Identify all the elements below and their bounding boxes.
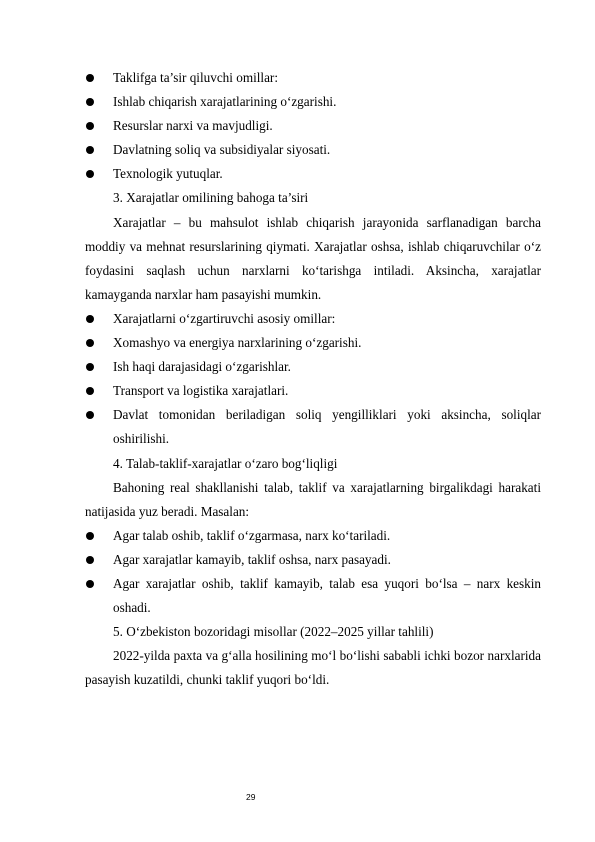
bullet-icon [86, 580, 94, 588]
bullet-icon [86, 532, 94, 540]
bullet-icon [86, 170, 94, 178]
list-item: Texnologik yutuqlar. [85, 162, 541, 186]
section-heading: 5. O‘zbekiston bozoridagi misollar (2022–2025 yillar tahlili) [113, 624, 434, 640]
bullet-icon [86, 122, 94, 130]
bullet-icon [86, 411, 94, 419]
list-item: Xomashyo va energiya narxlarining o‘zgarishi. [85, 331, 541, 355]
bullet-icon [86, 556, 94, 564]
list-item: Agar xarajatlar oshib, taklif kamayib, talab esa yuqori bo‘lsa – narx keskin oshadi. [85, 572, 541, 620]
bullet-icon [86, 74, 94, 82]
document-page [85, 66, 541, 692]
list-item: Davlatning soliq va subsidiyalar siyosati. [85, 138, 541, 162]
list-item: Davlat tomonidan beriladigan soliq yengilliklari yoki aksincha, soliqlar oshirilishi. [85, 403, 541, 451]
bullet-icon [86, 98, 94, 106]
list-item: Agar xarajatlar kamayib, taklif oshsa, narx pasayadi. [85, 548, 541, 572]
list-item: Transport va logistika xarajatlari. [85, 379, 541, 403]
bullet-icon [86, 387, 94, 395]
paragraph: Xarajatlar – bu mahsulot ishlab chiqarish jarayonida sarflanadigan barcha moddiy va mehnat resurslarining qiymati. Xarajatlar oshsa, ishlab chiqaruvchilar o‘z foydasini saqlash uchun narxlarni ko‘tarishga intiladi. Aksincha, xarajatlar kamayganda narxlar ham pasayishi mumkin. [85, 214, 541, 302]
list-item: Xarajatlarni o‘zgartiruvchi asosiy omillar: [85, 307, 541, 331]
bullet-list-examples [85, 524, 541, 620]
bullet-icon [86, 363, 94, 371]
paragraph: 2022-yilda paxta va g‘alla hosilining mo‘l bo‘lishi sababli ichki bozor narxlarida pasayish kuzatildi, chunki taklif yuqori bo‘ldi. [85, 648, 541, 688]
bullet-icon [86, 339, 94, 347]
page-number: 29 [246, 792, 256, 802]
list-item: Ish haqi darajasidagi o‘zgarishlar. [85, 355, 541, 379]
bullet-icon [86, 315, 94, 323]
list-item: Resurslar narxi va mavjudligi. [85, 114, 541, 138]
paragraph: Bahoning real shakllanishi talab, taklif va xarajatlarning birgalikdagi harakati natijasida yuz beradi. Masalan: [85, 479, 541, 519]
section-heading: 4. Talab-taklif-xarajatlar o‘zaro bog‘liqligi [113, 455, 338, 471]
list-item: Agar talab oshib, taklif o‘zgarmasa, narx ko‘tariladi. [85, 524, 541, 548]
bullet-icon [86, 146, 94, 154]
bullet-list-cost-factors [85, 307, 541, 452]
list-item: Taklifga ta’sir qiluvchi omillar: [85, 66, 541, 90]
bullet-list-supply-factors [85, 66, 541, 186]
list-item: Ishlab chiqarish xarajatlarining o‘zgarishi. [85, 90, 541, 114]
section-heading: 3. Xarajatlar omilining bahoga ta’siri [113, 190, 309, 206]
